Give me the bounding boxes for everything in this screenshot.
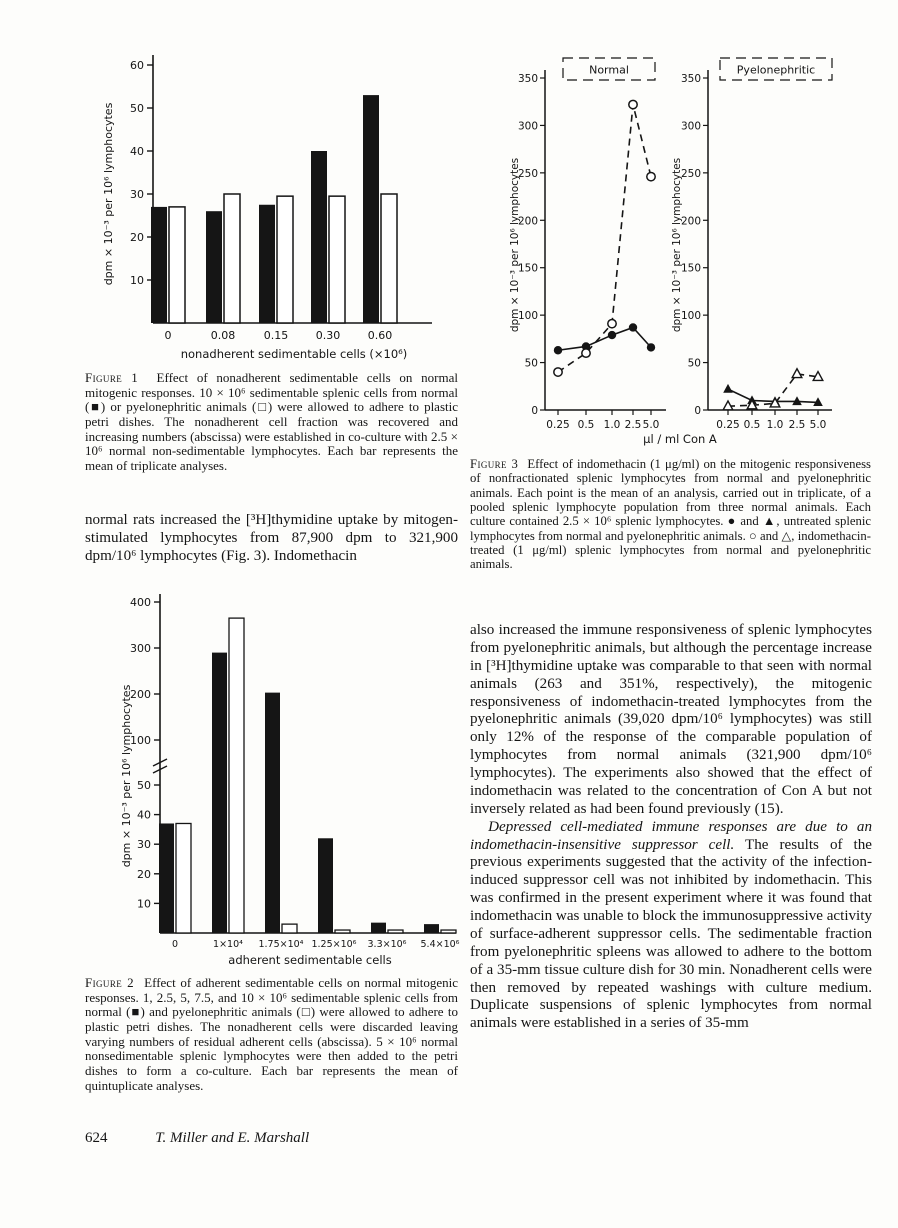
svg-text:0.08: 0.08 bbox=[210, 329, 236, 342]
svg-text:0.5: 0.5 bbox=[743, 419, 761, 431]
svg-text:nonadherent sedimentable cells: nonadherent sedimentable cells (×10⁶) bbox=[180, 347, 408, 361]
svg-text:0.25: 0.25 bbox=[546, 419, 570, 431]
left-body-paragraph bbox=[85, 512, 458, 566]
svg-text:200: 200 bbox=[517, 215, 538, 228]
svg-text:50: 50 bbox=[137, 779, 151, 792]
svg-text:250: 250 bbox=[517, 167, 538, 180]
svg-text:dpm × 10⁻³ per 10⁶ lymphocytes: dpm × 10⁻³ per 10⁶ lymphocytes bbox=[102, 102, 115, 286]
figure3-caption-text: Effect of indomethacin (1 μg/ml) on the mitogenic responsiveness of nonfractionated splenic lymphocytes from normal and pyelonephritic animals. Each point is the mean of an analysis, carried out in triplicate, of a pooled splenic lymphocyte population from three normal animals. Each culture contained 2.5 × 10⁶ splenic lymphocytes. ● and ▲, untreated splenic lymphocytes from normal and pyelonephritic animals. ○ and △, indomethacin-treated (1 μg/ml) splenic lymphocytes from normal and pyelonephritic animals. bbox=[470, 457, 871, 572]
right-body-paragraph-2-lead: Depressed cell-mediated immune responses are due to an indomethacin-insensitive suppressor cell. bbox=[470, 818, 872, 853]
svg-text:5.4×10⁶: 5.4×10⁶ bbox=[420, 939, 460, 950]
svg-text:150: 150 bbox=[517, 262, 538, 275]
figure2-bar-chart bbox=[118, 586, 464, 970]
svg-text:1×10⁴: 1×10⁴ bbox=[213, 939, 243, 950]
svg-text:dpm × 10⁻³ per 10⁶ lymphocytes: dpm × 10⁻³ per 10⁶ lymphocytes bbox=[509, 157, 521, 333]
figure2-caption-label: Figure 2 bbox=[85, 975, 135, 990]
figure1-caption bbox=[85, 371, 458, 474]
svg-text:dpm × 10⁻³ per 10⁶ lymphocytes: dpm × 10⁻³ per 10⁶ lymphocytes bbox=[671, 157, 683, 333]
fig2-bars bbox=[159, 618, 456, 933]
page-number: 624 bbox=[85, 1130, 108, 1146]
right-body bbox=[470, 622, 872, 1033]
svg-text:400: 400 bbox=[130, 596, 151, 609]
svg-text:300: 300 bbox=[130, 642, 151, 655]
svg-text:100: 100 bbox=[680, 310, 701, 323]
right-body-paragraph-1: also increased the immune responsiveness of splenic lymphocytes from pyelonephritic animals, but although the percentage increase in [³H]thymidine uptake was comparable to that seen with normal animals (263 and 351%, respectively), the mitogenic responsiveness of indomethacin-treated lymphocytes from the pyelonephritic animals (39,020 dpm/10⁶ lymphocytes) was still only 12% of the response of the comparable population of lymphocytes from normal animals (321,900 dpm/10⁶ lymphocytes). The experiments also showed that the effect of indomethacin was related to the concentration of Con A but not inversely related as had been found previously (15). bbox=[470, 622, 872, 817]
svg-text:0.25: 0.25 bbox=[716, 419, 740, 431]
svg-text:40: 40 bbox=[137, 808, 151, 822]
svg-text:0: 0 bbox=[164, 329, 172, 342]
svg-text:200: 200 bbox=[680, 215, 701, 228]
svg-text:0: 0 bbox=[694, 405, 701, 417]
svg-text:100: 100 bbox=[130, 734, 151, 747]
svg-text:μl / ml Con A: μl / ml Con A bbox=[643, 432, 717, 446]
svg-text:0.60: 0.60 bbox=[367, 329, 393, 342]
svg-text:0.15: 0.15 bbox=[263, 329, 289, 342]
running-authors: T. Miller and E. Marshall bbox=[155, 1130, 310, 1146]
svg-text:30: 30 bbox=[130, 188, 144, 201]
svg-text:dpm × 10⁻³ per 10⁶ lymphocytes: dpm × 10⁻³ per 10⁶ lymphocytes bbox=[120, 684, 133, 868]
svg-text:2.5: 2.5 bbox=[624, 419, 642, 431]
svg-text:20: 20 bbox=[130, 231, 144, 244]
svg-text:1.0: 1.0 bbox=[766, 419, 784, 431]
svg-text:5.0: 5.0 bbox=[809, 419, 827, 431]
svg-text:200: 200 bbox=[130, 688, 151, 701]
figure3-caption bbox=[470, 457, 871, 572]
svg-text:30: 30 bbox=[137, 838, 151, 852]
svg-text:50: 50 bbox=[130, 102, 144, 115]
svg-text:0.30: 0.30 bbox=[315, 329, 341, 342]
figure3-caption-label: Figure 3 bbox=[470, 457, 519, 471]
figure3-line-chart bbox=[468, 50, 894, 452]
svg-text:350: 350 bbox=[680, 73, 701, 85]
left-body-text: normal rats increased the [³H]thymidine uptake by mitogen-stimulated lymphocytes from 87,900 dpm to 321,900 dpm/10⁶ lymphocytes (Fig. 3). Indomethacin bbox=[85, 512, 458, 564]
svg-text:5.0: 5.0 bbox=[642, 419, 660, 431]
svg-text:350: 350 bbox=[517, 73, 538, 85]
right-body-paragraph-2-rest: The results of the previous experiments suggested that the activity of the infection-induced suppressor cell was not inhibited by indomethacin. This was confirmed in the present experiment where it was found that indomethacin was unable to block the immunosuppressive activity of surface-adherent suppressor cells. The sedimentable fraction from pyelonephritic spleens was allowed to adhere to the bottom of a 35-mm tissue culture dish for 30 min. Nonadherent cells were then removed by repeated washings with culture medium. Duplicate suspensions of splenic lymphocytes from normal animals were established in a series of 35-mm bbox=[470, 836, 872, 1032]
svg-text:0: 0 bbox=[171, 939, 179, 950]
svg-text:1.75×10⁴: 1.75×10⁴ bbox=[258, 939, 304, 950]
svg-text:0: 0 bbox=[531, 405, 538, 417]
svg-text:adherent sedimentable cells: adherent sedimentable cells bbox=[228, 953, 392, 967]
figure2-caption bbox=[85, 976, 458, 1094]
svg-text:300: 300 bbox=[680, 120, 701, 133]
svg-text:1.25×10⁶: 1.25×10⁶ bbox=[311, 939, 357, 950]
figure1-caption-text: Effect of nonadherent sedimentable cells on normal mitogenic responses. 10 × 10⁶ sedimentable splenic cells from normal (■) or pyelonephritic animals (□) were allowed to adhere to plastic petri dishes. The nonadherent cell fraction was recovered and increasing numbers (abscissa) were established in co-culture with 2.5 × 10⁶ normal non-sedimentable lymphocytes. Each bar represents the mean of triplicate analyses. bbox=[85, 370, 458, 474]
svg-text:0.5: 0.5 bbox=[577, 419, 595, 431]
figure2-caption-text: Effect of adherent sedimentable cells on normal mitogenic responses. 1, 2.5, 5, 7.5, and 10 × 10⁶ sedimentable splenic cells from normal (■) and pyelonephritic animals (□) were allowed to adhere to plastic petri dishes. The nonadherent cells were discarded leaving varying numbers of residual adherent cells (abscissa). 5 × 10⁶ normal nonsedimentable splenic lymphocytes were then added to the petri dishes to form a co-culture. Each bar represents the mean of quintuplicate analyses. bbox=[85, 975, 458, 1093]
fig3-panel-1 bbox=[518, 58, 666, 431]
svg-text:150: 150 bbox=[680, 262, 701, 275]
svg-text:250: 250 bbox=[680, 167, 701, 180]
svg-text:50: 50 bbox=[687, 357, 701, 370]
fig1-bars bbox=[151, 95, 397, 323]
svg-text:3.3×10⁶: 3.3×10⁶ bbox=[367, 939, 407, 950]
svg-text:20: 20 bbox=[137, 867, 151, 881]
svg-text:10: 10 bbox=[130, 274, 144, 287]
fig3-panel-2 bbox=[681, 58, 832, 431]
svg-text:2.5: 2.5 bbox=[788, 419, 806, 431]
figure1-caption-label: Figure 1 bbox=[85, 370, 139, 385]
svg-text:Normal: Normal bbox=[589, 63, 629, 77]
svg-text:10: 10 bbox=[137, 897, 151, 911]
page-footer bbox=[85, 1130, 505, 1147]
svg-text:1.0: 1.0 bbox=[603, 419, 621, 431]
svg-text:60: 60 bbox=[130, 59, 144, 72]
svg-text:300: 300 bbox=[517, 120, 538, 133]
svg-text:40: 40 bbox=[130, 145, 144, 158]
figure1-bar-chart bbox=[98, 42, 450, 374]
svg-text:50: 50 bbox=[524, 357, 538, 370]
svg-text:Pyelonephritic: Pyelonephritic bbox=[736, 63, 816, 77]
right-body-paragraph-2 bbox=[470, 819, 872, 1034]
svg-text:100: 100 bbox=[517, 310, 538, 323]
